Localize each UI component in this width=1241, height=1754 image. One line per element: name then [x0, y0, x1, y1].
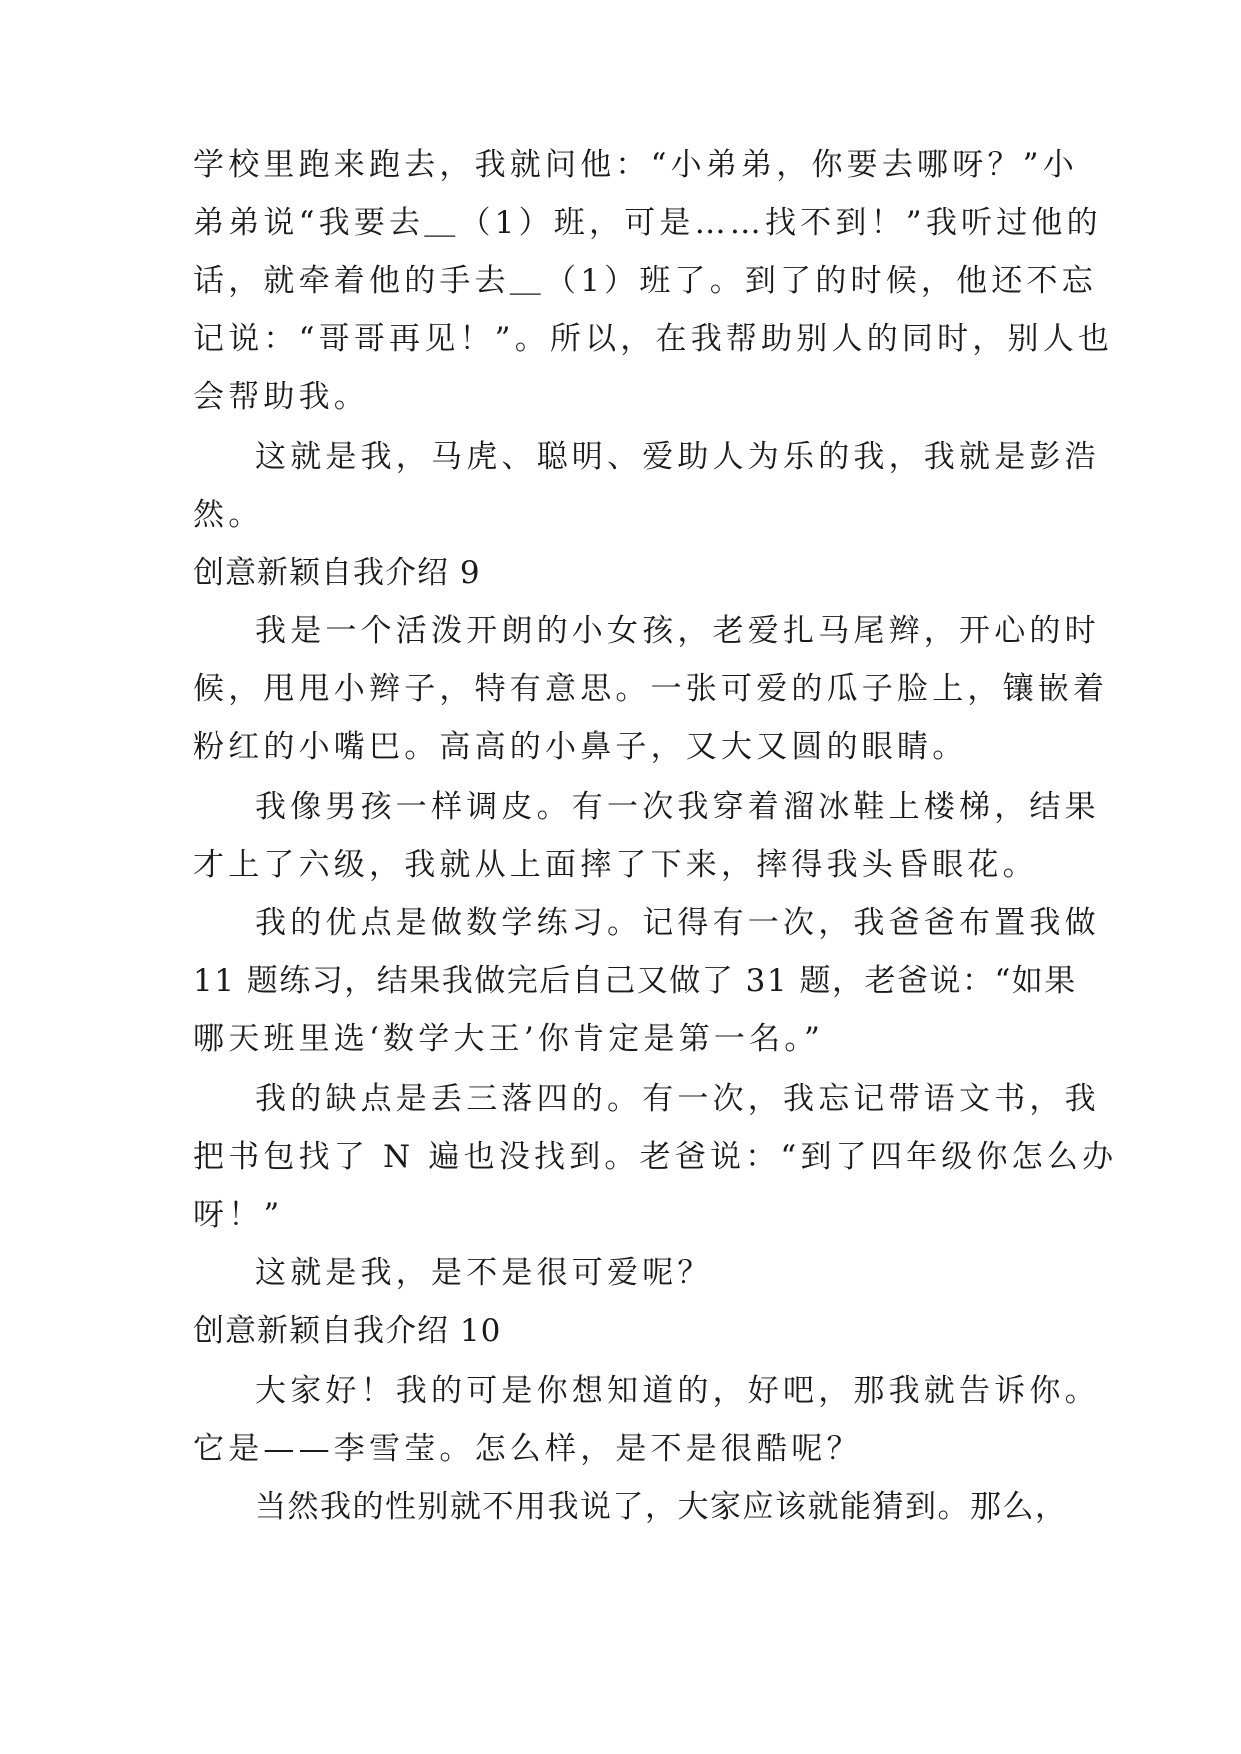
text-line: 弟弟说“我要去＿（1）班，可是……找不到！”我听过他的	[193, 205, 1102, 241]
text-line: 11 题练习，结果我做完后自己又做了 31 题，老爸说：“如果	[193, 963, 1077, 999]
paragraph-first-line: 我的优点是做数学练习。记得有一次，我爸爸布置我做	[255, 905, 1100, 941]
paragraph-first-line: 我像男孩一样调皮。有一次我穿着溜冰鞋上楼梯，结果	[255, 789, 1100, 825]
text-line: 才上了六级，我就从上面摔了下来，摔得我头昏眼花。	[193, 847, 1038, 883]
paragraph-first-line: 这就是我，是不是很可爱呢？	[255, 1255, 713, 1291]
paragraph-first-line: 我的缺点是丢三落四的。有一次，我忘记带语文书，我	[255, 1081, 1100, 1117]
paragraph-first-line: 当然我的性别就不用我说了，大家应该就能猜到。那么，	[255, 1489, 1068, 1525]
text-line: 把书包找了 N 遍也没找到。老爸说：“到了四年级你怎么办	[193, 1139, 1118, 1175]
text-line: 会帮助我。	[193, 379, 369, 415]
section-heading: 创意新颖自我介绍 9	[193, 555, 481, 591]
text-line: 粉红的小嘴巴。高高的小鼻子，又大又圆的眼睛。	[193, 729, 968, 765]
paragraph-first-line: 大家好！我的可是你想知道的，好吧，那我就告诉你。	[255, 1373, 1100, 1409]
text-line: 它是——李雪莹。怎么样，是不是很酷呢？	[193, 1431, 862, 1467]
text-line: 话，就牵着他的手去＿（1）班了。到了的时候，他还不忘	[193, 263, 1097, 299]
paragraph-first-line: 我是一个活泼开朗的小女孩，老爱扎马尾辫，开心的时	[255, 613, 1100, 649]
text-line: 候，甩甩小辫子，特有意思。一张可爱的瓜子脸上，镶嵌着	[193, 671, 1109, 707]
text-line: 哪天班里选‘数学大王’你肯定是第一名。”	[193, 1021, 825, 1057]
text-line: 记说：“哥哥再见！”。所以，在我帮助别人的同时，别人也	[193, 321, 1114, 357]
text-line: 然。	[193, 497, 264, 533]
paragraph-first-line: 这就是我，马虎、聪明、爱助人为乐的我，我就是彭浩	[255, 439, 1100, 475]
text-line: 学校里跑来跑去，我就问他：“小弟弟，你要去哪呀？”小	[193, 147, 1078, 183]
section-heading: 创意新颖自我介绍 10	[193, 1313, 502, 1349]
text-line: 呀！”	[193, 1197, 284, 1233]
